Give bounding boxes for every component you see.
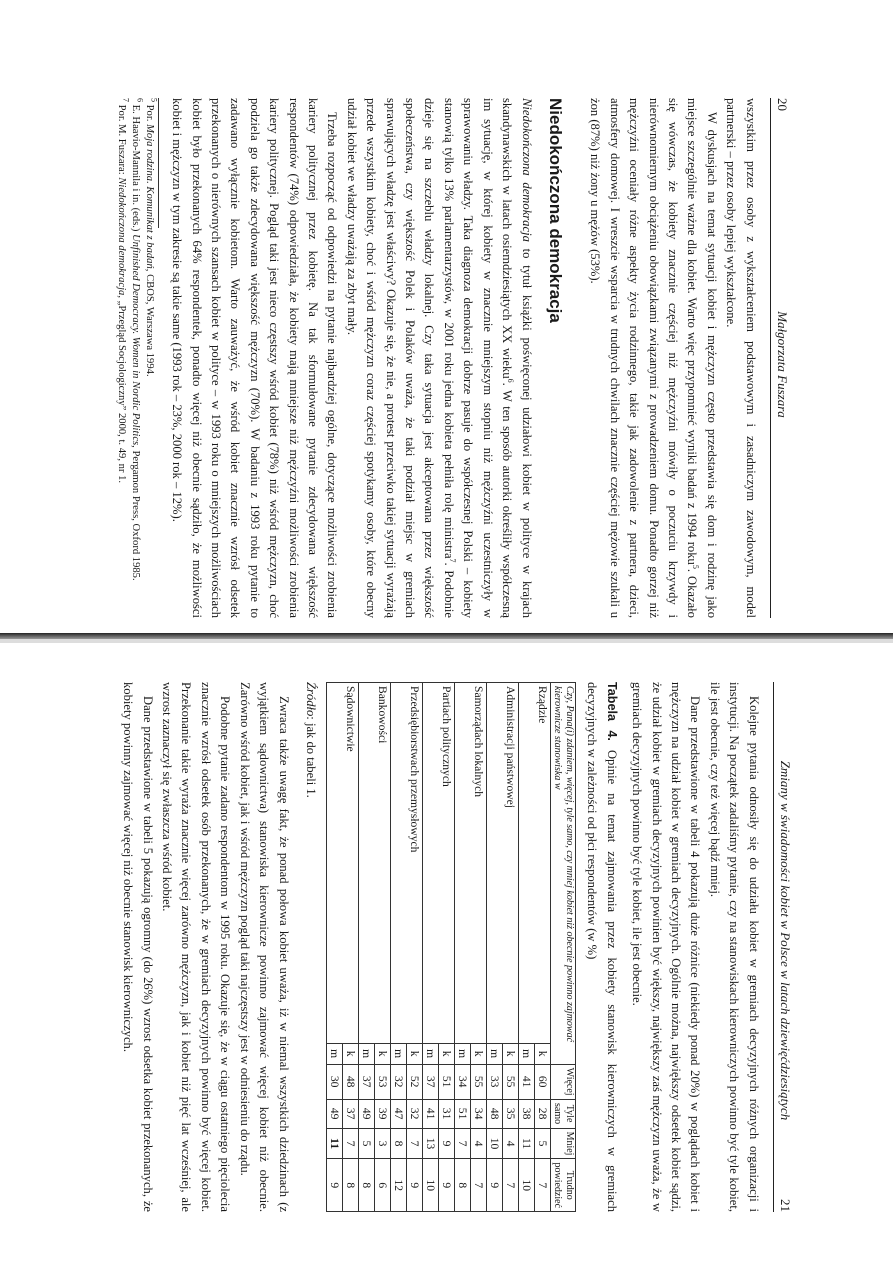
table-row: [406, 683, 422, 1212]
row-label: Przedsiębiorstwach przemysłowych: [390, 683, 422, 1044]
value-cell: 7: [342, 1128, 358, 1159]
value-cell: 9: [438, 1128, 454, 1159]
sex-cell: m: [422, 1043, 438, 1064]
value-cell: 9: [406, 1159, 422, 1212]
value-cell: 11: [518, 1128, 534, 1159]
value-cell: 35: [502, 1099, 518, 1128]
value-cell: 10: [486, 1128, 502, 1159]
row-label: Bankowości: [358, 683, 390, 1044]
value-cell: 47: [390, 1099, 406, 1128]
sex-cell: m: [486, 1043, 502, 1064]
value-cell: 6: [374, 1159, 390, 1212]
less-header: Mniej: [550, 1128, 575, 1159]
paragraph: wszystkim przez osoby z wykształceniem podstawowym i zasadniczym zawodowym, model partnerski – przez osoby lepiej wykształcone.: [724, 98, 758, 618]
value-cell: 32: [390, 1064, 406, 1099]
table-header-row: [550, 683, 575, 1212]
paragraph: Niedokończona demokracja to tytuł książki poświęconej udziałowi kobiet w polityce w krajach skandynawskich w latach osiemdziesiątych XX wieku$^6$. W ten sposób autorki określiły współczesną im sytuację, w której kobiety w znacznie mniejszym stopniu niż mężczyźni uczestniczyły w sprawowaniu władzy. Taka diagnoza demokracji dobrze pasuje do współczesnej Polski – kobiety stanowią tylko 13% parlamentarzystów, w 2001 roku jedna kobieta pełniła rolę ministra$^7$. Podobnie dzieje się na szczeblu władzy lokalnej. Czy taka sytuacja jest akceptowana przez większość społeczeństwa, czy większość Polek i Polaków uważa, że taki podział miejsc w gremiach sprawujących władzę jest właściwy? Okazuje się, że nie, a protest przeciwko takiej sytuacji wyrażają przede wszystkim kobiety, choć i wśród mężczyzn coraz częściej spotykamy osoby, które obecny udział kobiet we władzy uważają za zbyt mały.: [344, 98, 534, 618]
more-header: Więcej: [550, 1064, 575, 1099]
value-cell: 49: [326, 1099, 342, 1128]
value-cell: 13: [422, 1128, 438, 1159]
value-cell: 5: [534, 1128, 550, 1159]
sex-cell: k: [502, 1043, 518, 1064]
value-cell: 53: [374, 1064, 390, 1099]
value-cell: 7: [406, 1128, 422, 1159]
row-label: Samorządach lokalnych: [454, 683, 486, 1044]
value-cell: 52: [406, 1064, 422, 1099]
footnote: $^6$ E. Haavio-Mannila i in. (eds.) Unfinished Democracy. Women in Nordic Politics, Pergamon Press, Oxford 1985.: [129, 98, 145, 581]
sex-cell: k: [470, 1043, 486, 1064]
value-cell: 31: [438, 1099, 454, 1128]
sex-cell: m: [454, 1043, 470, 1064]
sex-cell: m: [358, 1043, 374, 1064]
value-cell: 3: [374, 1128, 390, 1159]
value-cell: 12: [390, 1159, 406, 1212]
table-row: [534, 683, 550, 1212]
value-cell: 10: [422, 1159, 438, 1212]
row-label: Partiach politycznych: [422, 683, 454, 1044]
value-cell: 38: [518, 1099, 534, 1128]
table-row: [342, 683, 358, 1212]
value-cell: 28: [534, 1099, 550, 1128]
row-label: Administracji państwowej: [486, 683, 518, 1044]
value-cell: 4: [470, 1128, 486, 1159]
value-cell: 33: [486, 1064, 502, 1099]
value-cell: 51: [454, 1099, 470, 1128]
paragraph: Kolejne pytania odnosiły się do udziału kobiet w gremiach decyzyjnych różnych organizacji i instytucji. Na początek zadaliśmy pytanie, czy na stanowiskach kierowniczych powinno być tyle kobiet, ile jest obecnie, czy też więcej bądź mniej.: [707, 682, 761, 1212]
sex-cell: k: [406, 1043, 422, 1064]
value-cell: 8: [454, 1159, 470, 1212]
value-cell: 7: [454, 1128, 470, 1159]
value-cell: 11: [326, 1128, 342, 1159]
sex-cell: k: [374, 1043, 390, 1064]
paragraph: Trzeba rozpocząć od odpowiedzi na pytanie najbardziej ogólne, dotyczące możliwości zrobienia kariery politycznej przez kobietę. Na tak sformułowane pytanie zdecydowana większość respondentów (74%) odpowiedziała, że kobiety mają mniejsze niż mężczyźni możliwości zrobienia kariery politycznej. Pogląd taki jest nieco częstszy wśród kobiet (78%) niż wśród mężczyzn, choć podziela go także zdecydowana większość mężczyzn (70%). W badaniu z 1993 roku pytanie to zadawano wyłącznie kobietom. Warto zauważyć, że wśród kobiet znacznie wzrósł odsetek przekonanych o nierównych szansach kobiet w polityce – w 1993 roku o mniejszych możliwościach kobiet było przekonanych 64% respondentek, ponadto więcej niż obecnie sądziło, że możliwości kobiet i mężczyzn w tym zakresie są takie same (1993 rok – 23%, 2000 rok – 12%).: [170, 98, 340, 618]
value-cell: 5: [358, 1128, 374, 1159]
value-cell: 55: [502, 1064, 518, 1099]
hard-header: Trudno powiedzieć: [550, 1159, 575, 1212]
value-cell: 41: [518, 1064, 534, 1099]
table-row: [470, 683, 486, 1212]
value-cell: 48: [486, 1099, 502, 1128]
value-cell: 41: [422, 1099, 438, 1128]
left-page: [114, 98, 792, 618]
value-cell: 8: [358, 1159, 374, 1212]
value-cell: 7: [502, 1159, 518, 1212]
value-cell: 37: [358, 1064, 374, 1099]
value-cell: 7: [470, 1159, 486, 1212]
fold-shadow: [0, 639, 893, 643]
page-number: 20: [775, 98, 790, 111]
paragraph: Zwraca także uwagę fakt, że ponad połowa kobiet uważa, iż w niemal wszystkich dziedzinach (z wyjątkiem sądownictwa) stanowiska kierownicze powinno zajmować więcej kobiet niż obecnie. Zarówno wśród kobiet, jak i wśród mężczyzn pogląd taki najczęstszy jest w odniesieniu do rządu.: [237, 682, 291, 1212]
running-head: Zmiany w świadomości kobiet w Polsce w latach dziewięćdziesiątych: [778, 760, 793, 1121]
value-cell: 7: [534, 1159, 550, 1212]
left-page-header: [770, 98, 792, 618]
table-row: [502, 683, 518, 1212]
value-cell: 9: [326, 1159, 342, 1212]
value-cell: 10: [518, 1159, 534, 1212]
right-page-header: [773, 682, 795, 1212]
sex-cell: k: [534, 1043, 550, 1064]
page-number: 21: [778, 1199, 793, 1212]
paragraph: Dane przedstawione w tabeli 4 pokazują duże różnice (niekiedy ponad 20%) w poglądach kobiet i mężczyzn na udział kobiet w gremiach decyzyjnych. Ogólnie można, największy odsetek kobiet sądzi, że udział kobiet w gremiach decyzyjnych powinien być większy, największy zaś mężczyzn uważa, że w gremiach decyzyjnych powinno być tyle kobiet, ile jest obecnie.: [630, 682, 703, 1212]
same-header: Tyle samo: [550, 1099, 575, 1128]
footnote: $^7$ Por. M. Fuszara: Niedokończona demokracja, „Przegląd Socjologiczny” 2000, t. 49, nr 1.: [115, 98, 131, 484]
value-cell: 37: [422, 1064, 438, 1099]
value-cell: 49: [358, 1099, 374, 1128]
table-source: Źródło: jak do tabeli 1.: [303, 682, 318, 798]
sex-cell: m: [390, 1043, 406, 1064]
footnote: $^5$ Por. Moja rodzina. Komunikat z badań, CBOS, Warszawa 1994.: [143, 98, 159, 377]
sex-cell: m: [326, 1043, 342, 1064]
value-cell: 9: [486, 1159, 502, 1212]
value-cell: 4: [502, 1128, 518, 1159]
section-heading: Niedokończona demokracja: [545, 98, 565, 323]
opinion-table: [326, 682, 576, 1212]
value-cell: 37: [342, 1099, 358, 1128]
value-cell: 8: [390, 1128, 406, 1159]
row-label: Sądownictwie: [326, 683, 358, 1044]
value-cell: 39: [374, 1099, 390, 1128]
paragraph: Podobne pytanie zadano respondentom w 1995 roku. Okazuje się, że w ciągu ostatniego pięciolecia znacznie wzrósł odsetek osób przekonanych, że w gremiach decyzyjnych powinno być więcej kobiet. Przekonanie takie wyraża znacznie więcej zarówno mężczyzn, jak i kobiet niż pięć lat wcześniej, ale wzrost zaznaczył się zwłaszcza wśród kobiet.: [160, 682, 233, 1212]
value-cell: 55: [470, 1064, 486, 1099]
sex-cell: k: [438, 1043, 454, 1064]
table-row: [374, 683, 390, 1212]
value-cell: 34: [470, 1099, 486, 1128]
value-cell: 9: [438, 1159, 454, 1212]
paragraph: Dane przedstawione w tabeli 5 pokazują ogromny (do 26%) wzrost odsetka kobiet przekonanych, że kobiety powinny zajmować więcej niż obecnie stanowisk kierowniczych.: [121, 682, 155, 1212]
value-cell: 48: [342, 1064, 358, 1099]
value-cell: 30: [326, 1064, 342, 1099]
table-row: [438, 683, 454, 1212]
paragraph: W dyskusjach na temat sytuacji kobiet i mężczyzn często przedstawia się dom i rodzinę jako miejsce szczególnie ważne dla kobiet. Warto więc przypomnieć wyniki badań z 1994 roku$^5$. Okazało się wówczas, że kobiety znacznie częściej niż mężczyźni mówiły o poczuciu krzywdy i nierównomiernym obciążeniu obowiązkami związanymi z prowadzeniem domu. Ponadto gorzej niż mężczyźni oceniały różne aspekty życia rodzinnego, takie jak zadowolenie z partnera, dzieci, atmosfery domowej. I wreszcie wsparcia w trudnych chwilach znacznie częściej mężowie szukali u żon (87%) niż żony u mężów (53%).: [588, 98, 719, 618]
sex-cell: k: [342, 1043, 358, 1064]
right-page: [118, 682, 795, 1212]
value-cell: 8: [342, 1159, 358, 1212]
value-cell: 32: [406, 1099, 422, 1128]
value-cell: 60: [534, 1064, 550, 1099]
footnote-rule: [158, 98, 159, 228]
sex-cell: m: [518, 1043, 534, 1064]
running-head: Małgorzata Fuszara: [775, 311, 790, 418]
value-cell: 34: [454, 1064, 470, 1099]
table-caption: Tabela 4. Opinie na temat zajmowania przez kobiety stanowisk kierowniczych w gremiach decyzyjnych w zależności od płci respondentów (w %): [585, 682, 619, 1212]
row-label: Rządzie: [518, 683, 550, 1044]
question-header: Czy, Pana(i) zdaniem, więcej, tyle samo, czy mniej kobiet niż obecnie powinno zajmować kierownicze stanowiska w: [550, 683, 575, 1065]
value-cell: 51: [438, 1064, 454, 1099]
